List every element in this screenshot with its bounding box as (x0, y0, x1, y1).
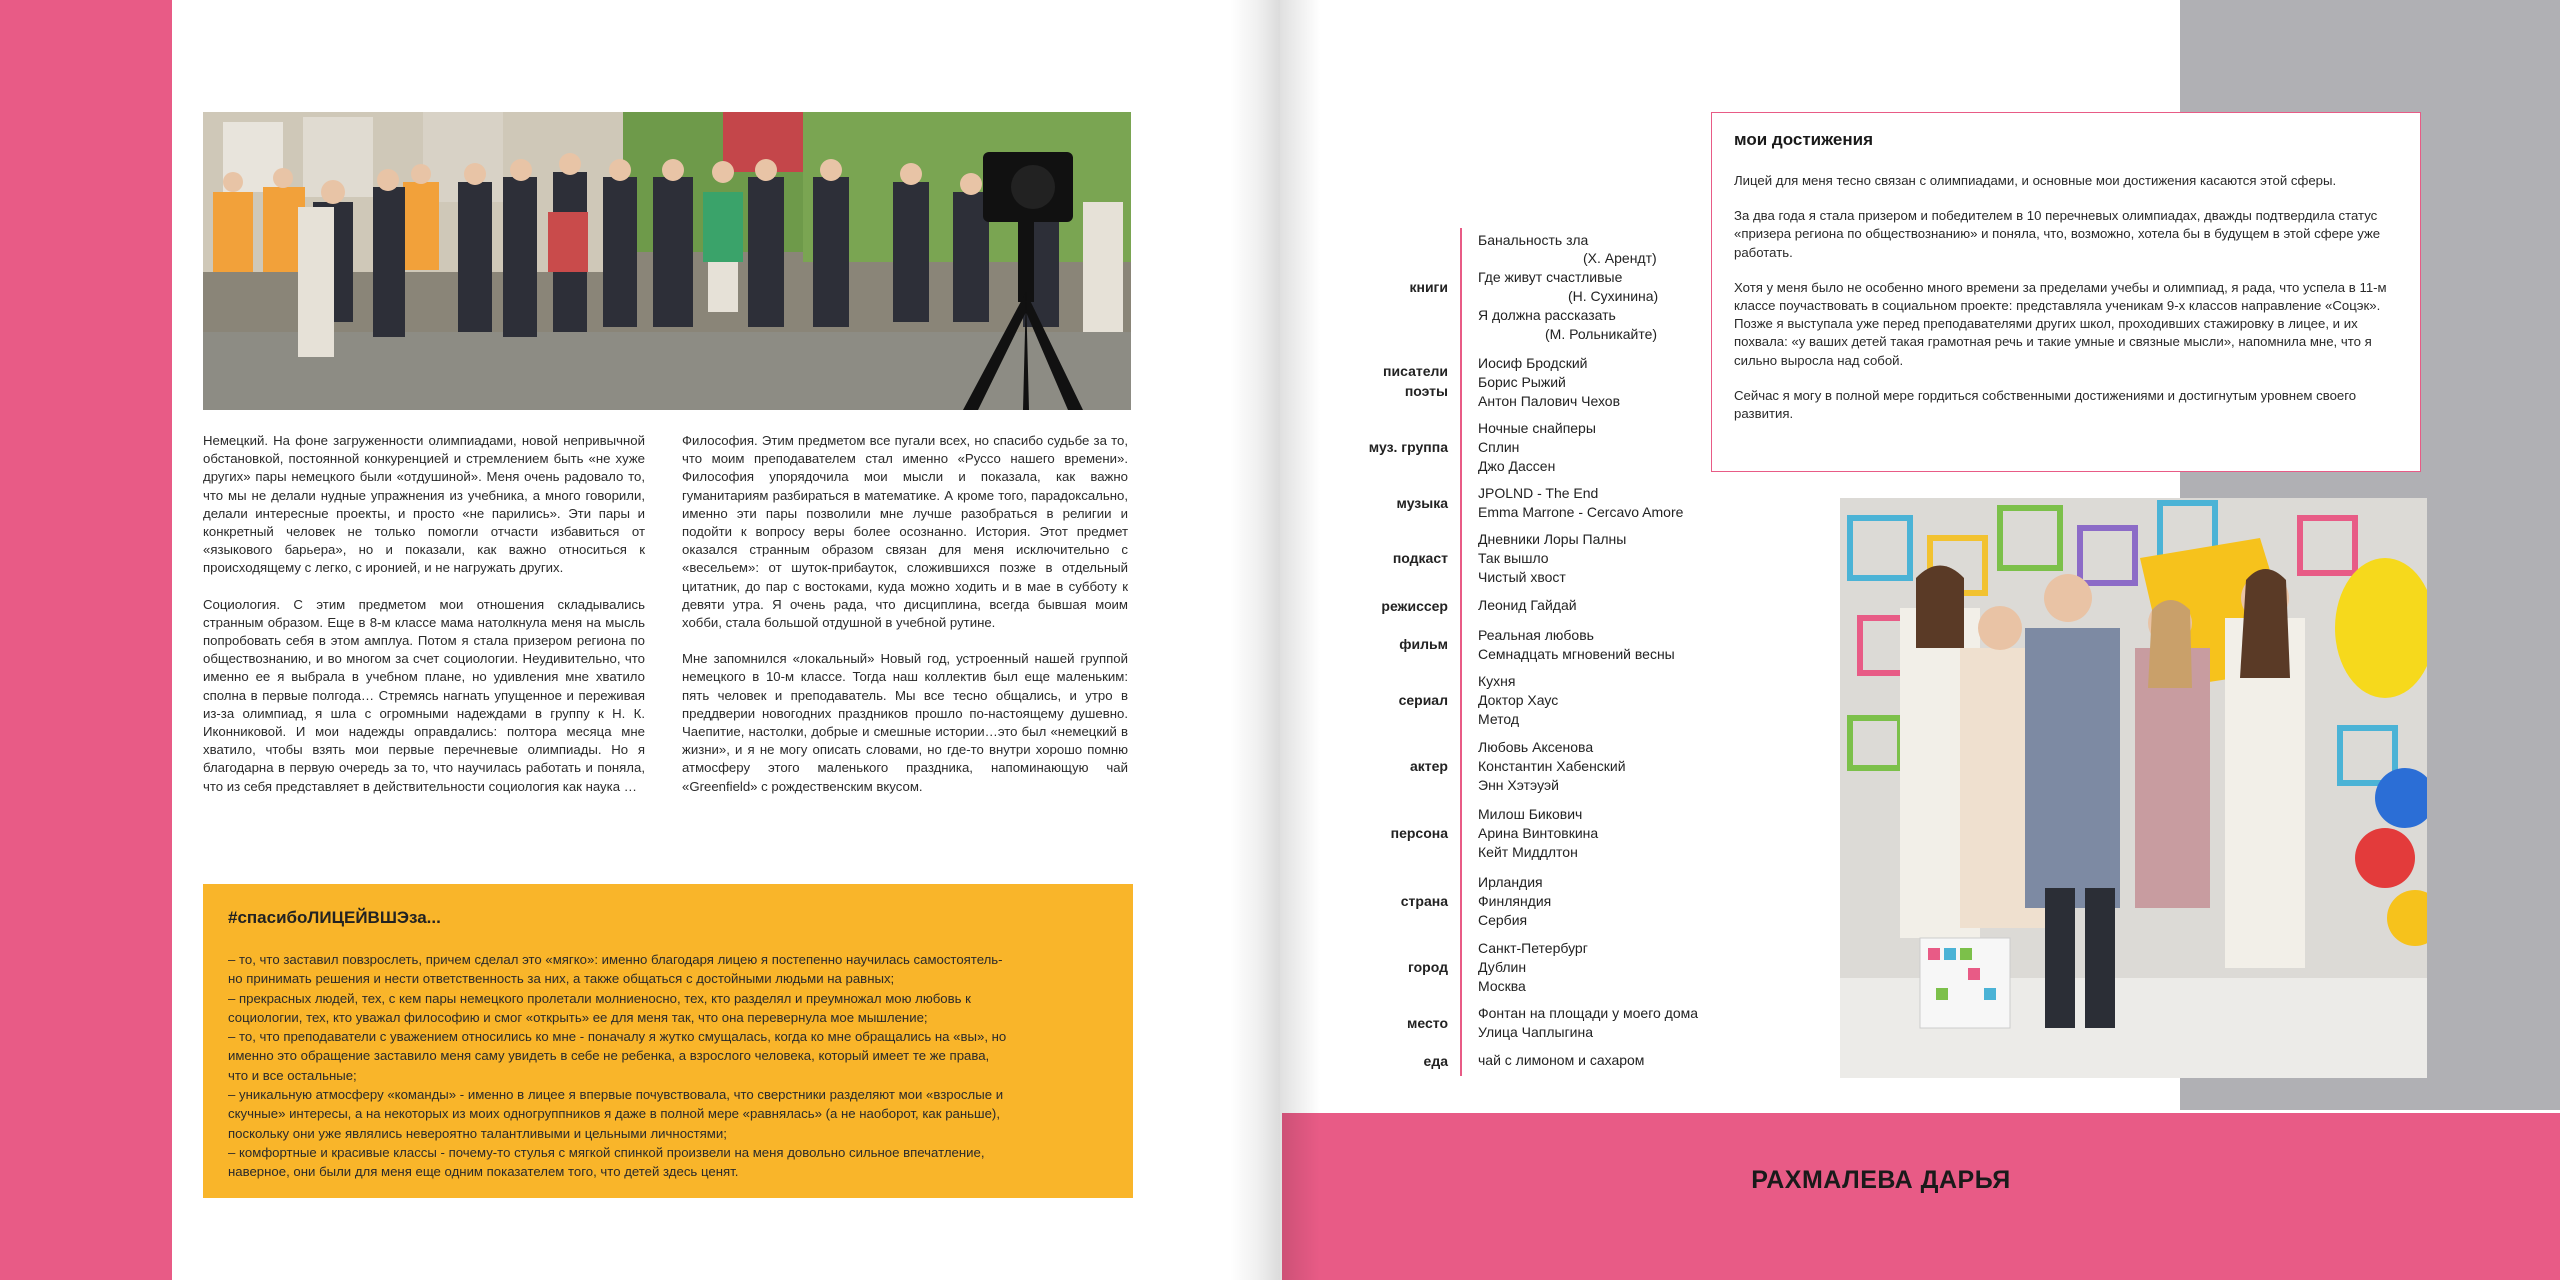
achievements-body (1734, 172, 2404, 440)
fav-series: Метод (1478, 711, 1520, 727)
fav-persona: Милош Бикович (1478, 806, 1583, 822)
paragraph-philosophy: Философия. Этим предметом все пугали всех, но спасибо судьбе за то, что моим преподавателем стал именно «Руссо нашего времени». Философия упорядочила мои мысли и показала, как важно гуманитариям разбираться в математике. А кроме того, парадоксально, именно эти пары позволили мне лучше разобраться в религии и подойти к вопросу веры более осознанно. История. Этот предмет оказался странным образом связан для меня исключительно с «весельем»: от шуток-прибауток, сложившихся позже в отдельный цитатник, до пар с востоками, куда можно ходить и в мае в субботу к девяти утра. Я очень рада, что дисциплина, всегда бывшая моим хобби, стала большой отдушной в учебной рутине. (682, 433, 1128, 631)
thanks-line: именно это обращение заставило меня саму увидеть в себе не ребенка, а взрослого человека, который имеет те же права, (228, 1048, 990, 1064)
fav-book: Где живут счастливые (1478, 269, 1623, 285)
fav-book-author: (М. Рольникайте) (1545, 326, 1658, 342)
paragraph-new-year: Мне запомнился «локальный» Новый год, устроенный нашей группой немецкого в 10-м классе. Тогда наш коллектив был еще маленьким: пять человек и преподаватель. Мы все тесно общались, и утро в преддверии новогодних праздников прошло по-настоящему душевно. Чаепитие, настолки, добрые и смешные истории…это был «немецкий в жизни», и я не могу описать словами, но где-то внутри хорошо помню атмосферу этого маленького праздника, напоминающую чай «Greenfield» с рождественским вкусом. (682, 651, 1128, 794)
graduates-photo (1840, 498, 2427, 1078)
achievements-paragraph: За два года я стала призером и победителем в 10 перечневых олимпиадах, дважды подтвердила статус «призера региона по обществознанию» и поняла, что, возможно, хотела бы в будущем в этой сфере уже работать. (1734, 208, 2381, 260)
fav-city: Москва (1478, 978, 1526, 994)
student-name: РАХМАЛЕВА ДАРЬЯ (1751, 1166, 2011, 1194)
fav-country: Финляндия (1478, 893, 1552, 909)
fav-persona: Арина Винтовкина (1478, 825, 1599, 841)
label-city: город (1407, 959, 1448, 975)
fav-country: Ирландия (1478, 874, 1543, 890)
thanks-line: – то, что преподаватели с уважением относились ко мне - поначалу я жутко смущалась, когда ко мне обращались на «вы», но (228, 1029, 1007, 1045)
favorites-divider (1460, 228, 1462, 1076)
label-director: режиссер (1381, 598, 1448, 614)
fav-book: Банальность зла (1478, 232, 1589, 248)
achievements-paragraph: Лицей для меня тесно связан с олимпиадами, и основные мои достижения касаются этой сферы. (1734, 173, 2337, 188)
achievements-title: мои достижения (1734, 130, 1874, 149)
label-podcast: подкаст (1392, 550, 1448, 566)
label-persona: персона (1390, 825, 1448, 841)
fav-band: Ночные снайперы (1478, 420, 1596, 436)
fav-series: Кухня (1478, 673, 1516, 689)
fav-podcast: Так вышло (1478, 550, 1549, 566)
thanks-line: скучные» интересы, а на некоторых из моих одногруппников я даже в полной мере «равнялась» (а не наоборот, как раньше), (228, 1106, 1000, 1122)
label-poets: поэты (1404, 383, 1448, 399)
fav-writer: Иосиф Бродский (1478, 355, 1588, 371)
left-pink-strip (0, 0, 172, 1280)
label-band: муз. группа (1368, 439, 1448, 455)
label-actor: актер (1410, 758, 1448, 774)
fav-actor: Энн Хэтэуэй (1478, 777, 1559, 793)
label-writers: писатели (1383, 363, 1448, 379)
fav-podcast: Чистый хвост (1478, 569, 1566, 585)
label-country: страна (1400, 893, 1448, 909)
label-music: музыка (1396, 495, 1448, 511)
thanks-line: наверное, они были для меня еще одним показателем того, что детей здесь ценят. (228, 1164, 739, 1180)
thanks-body (228, 950, 1108, 1182)
fav-band: Сплин (1478, 439, 1520, 455)
thanks-line: социологии, тех, кто уважал философию и смог «открыть» ее для меня так, что она перевернула мое мышление; (228, 1009, 928, 1025)
thanks-line: – то, что заставил повзрослеть, причем сделал это «мягко»: именно благодаря лицею я постепенно научилась самостоятель- (228, 952, 1003, 967)
fav-music: Emma Marrone - Cercavo Amore (1478, 504, 1684, 520)
group-photo (203, 112, 1131, 410)
fav-persona: Кейт Миддлтон (1478, 844, 1578, 860)
page-gutter-shadow (1230, 0, 1280, 1280)
fav-film: Реальная любовь (1478, 627, 1594, 643)
label-place: место (1407, 1015, 1448, 1031)
achievements-paragraph: Сейчас я могу в полной мере гордиться собственными достижениями и достигнутым уровнем своего развития. (1734, 387, 2357, 422)
fav-podcast: Дневники Лоры Палны (1478, 531, 1627, 547)
fav-place: Улица Чаплыгина (1478, 1024, 1594, 1040)
fav-book-author: (Х. Арендт) (1583, 250, 1657, 266)
text-column-right (682, 432, 1128, 814)
fav-city: Санкт-Петербург (1478, 940, 1588, 956)
right-pink-footer (1282, 1113, 2560, 1280)
label-food: еда (1423, 1053, 1448, 1069)
label-film: фильм (1399, 636, 1448, 652)
label-books: книги (1409, 279, 1448, 295)
fav-place: Фонтан на площади у моего дома (1478, 1005, 1699, 1021)
fav-book-author: (Н. Сухинина) (1568, 288, 1659, 304)
paragraph-sociology: Социология. С этим предметом мои отношения складывались странным образом. Еще в 8-м классе мама натолкнула меня на мысль попробовать себя в этом амплуа. Потом я стала призером региона по обществознанию, и во многом за счет социологии. Неудивительно, что именно ее я выбрала в учебном плане, но удивления мне хватило сполна в первые полгода… Стремясь нагнать упущенное и переживая из-за олимпиад, я шла с огромными надеждами в группу к Н. К. Иконниковой. И мои надежды оправдались: полтора месяца мне хватило, чтобы взять мои первые перечневые олимпиады. Но я благодарна в первую очередь за то, что научилась работать и поняла, что из себя представляет в действительности социология как наука … (203, 596, 645, 794)
fav-food: чай с лимоном и сахаром (1478, 1052, 1645, 1068)
thanks-line: но принимать решения и нести ответственность за них, а также общаться с достойными людьми на равных; (228, 971, 895, 987)
fav-band: Джо Дассен (1478, 458, 1556, 474)
fav-series: Доктор Хаус (1478, 692, 1559, 708)
thanks-line: – комфортные и красивые классы - почему-то стулья с мягкой спинкой произвели на меня довольно сильное впечатление, (228, 1144, 985, 1160)
fav-book: Я должна рассказать (1478, 307, 1616, 323)
fav-director: Леонид Гайдай (1478, 597, 1577, 613)
achievements-paragraph: Хотя у меня было не особенно много времени за пределами учебы и олимпиад, я рада, что успела в 11-м классе поучаствовать в социальном проекте: представляла ученикам 9-х классов направление «Соцэк». Позже я выступала уже перед преподавателями других школ, проходивших стажировку в лицее, и их похвала: «у ваших детей такая грамотная речь и такие умные и связные мысли», напомнила мне, что я сильно выросла над собой. (1734, 279, 2387, 368)
fav-country: Сербия (1478, 912, 1528, 928)
fav-actor: Константин Хабенский (1478, 758, 1626, 774)
label-series: сериал (1398, 692, 1448, 708)
fav-writer: Борис Рыжий (1478, 374, 1566, 390)
fav-city: Дублин (1478, 959, 1527, 975)
thanks-line: – прекрасных людей, тех, с кем пары немецкого пролетали молниеносно, тех, кто разделял и преумножал мою любовь к (228, 990, 971, 1006)
thanks-line: что и все остальные; (228, 1067, 357, 1083)
paragraph-german: Немецкий. На фоне загруженности олимпиадами, новой непривычной обстановкой, постоянной конкуренцией и стремлением быть «не хуже других» пары немецкого были «отдушиной». Меня очень радовало то, что мы не делали нудные упражнения из учебника, а много говорили, делали интересные проекты, и просто «не парились». Эти пары и конкретный человек не только помогли отчасти избавиться от «языкового барьера», но и показали, как важно относиться к происходящему с легко, с иронией, и не нагружать других. (203, 433, 645, 576)
thanks-line: поскольку они уже являлись невероятно талантливыми и цельными личностями; (228, 1125, 727, 1141)
fav-film: Семнадцать мгновений весны (1478, 646, 1675, 662)
fav-writer: Антон Палович Чехов (1478, 393, 1621, 409)
thanks-line: – уникальную атмосферу «команды» - именно в лицее я впервые почувствовала, что сверстники разделяют мои «взрослые и (228, 1087, 1004, 1103)
fav-music: JPOLND - The End (1478, 485, 1599, 501)
fav-actor: Любовь Аксенова (1478, 739, 1594, 755)
text-column-left (203, 432, 645, 814)
thanks-title: #спасибоЛИЦЕЙВШЭза... (228, 908, 441, 927)
